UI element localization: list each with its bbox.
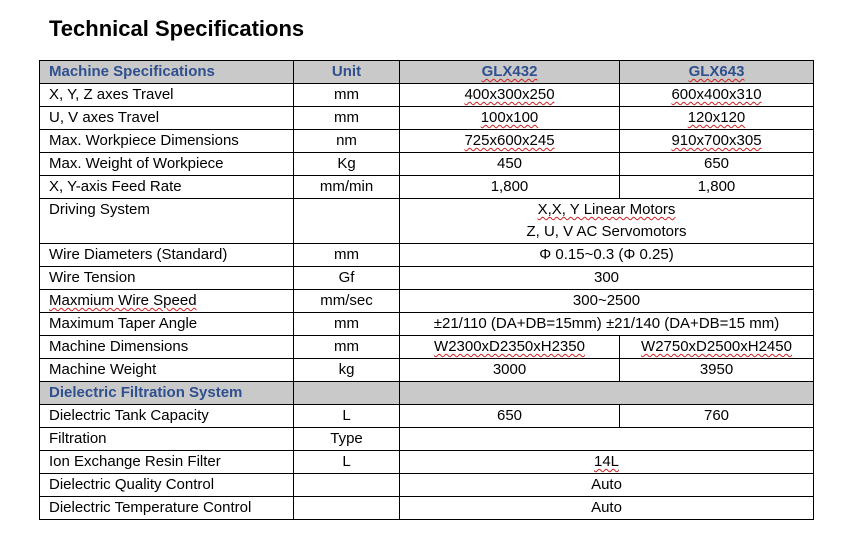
cell-text: W2300xD2350xH2350 xyxy=(434,338,585,355)
table-row xyxy=(40,107,814,130)
row-label: X, Y-axis Feed Rate xyxy=(40,176,294,199)
table-row xyxy=(40,336,814,359)
row-value-glx643: 3950 xyxy=(620,359,814,382)
row-unit: mm xyxy=(294,107,400,130)
row-label: Dielectric Temperature Control xyxy=(40,497,294,520)
row-unit: L xyxy=(294,405,400,428)
row-value-merged: 300 xyxy=(400,267,814,290)
row-label: Dielectric Quality Control xyxy=(40,474,294,497)
cell-text: 725x600x245 xyxy=(464,132,555,149)
row-value-glx643: 1,800 xyxy=(620,176,814,199)
section-header-row xyxy=(40,382,814,405)
cell-text: Maxmium Wire Speed xyxy=(49,292,197,309)
row-value-merged: Φ 0.15~0.3 (Φ 0.25) xyxy=(400,244,814,267)
row-value-glx643 xyxy=(620,130,814,153)
row-value-glx432 xyxy=(400,130,620,153)
header-glx643 xyxy=(620,61,814,84)
cell-text: X,X, Y Linear Motors xyxy=(537,201,676,218)
row-label: Filtration xyxy=(40,428,294,451)
cell-text: 14L xyxy=(593,453,620,470)
row-unit: Type xyxy=(294,428,400,451)
table-row xyxy=(40,199,814,244)
row-unit: mm xyxy=(294,244,400,267)
table-row xyxy=(40,176,814,199)
row-unit: mm xyxy=(294,313,400,336)
row-label: Driving System xyxy=(40,199,294,244)
header-machine-specifications: Machine Specifications xyxy=(40,61,294,84)
row-value-glx432: 450 xyxy=(400,153,620,176)
row-value-merged xyxy=(400,199,814,244)
row-label: Max. Weight of Workpiece xyxy=(40,153,294,176)
page-title: Technical Specifications xyxy=(49,16,305,41)
row-unit: Kg xyxy=(294,153,400,176)
row-value-glx432: 3000 xyxy=(400,359,620,382)
table-row xyxy=(40,451,814,474)
row-value-glx432 xyxy=(400,84,620,107)
cell-text: 100x100 xyxy=(480,109,539,126)
row-label: Machine Weight xyxy=(40,359,294,382)
row-value-glx643 xyxy=(620,84,814,107)
row-value-glx643 xyxy=(620,336,814,359)
cell-text: 400x300x250 xyxy=(464,86,555,103)
row-value-merged xyxy=(400,428,814,451)
table-row xyxy=(40,405,814,428)
section-empty-cell xyxy=(294,382,400,405)
cell-line xyxy=(400,199,813,221)
table-row xyxy=(40,474,814,497)
row-unit: nm xyxy=(294,130,400,153)
row-label: Ion Exchange Resin Filter xyxy=(40,451,294,474)
table-row xyxy=(40,497,814,520)
row-label: Machine Dimensions xyxy=(40,336,294,359)
row-label: Dielectric Tank Capacity xyxy=(40,405,294,428)
header-glx643-text: GLX643 xyxy=(688,63,745,80)
table-row xyxy=(40,313,814,336)
header-glx432 xyxy=(400,61,620,84)
row-label: Maximum Taper Angle xyxy=(40,313,294,336)
row-unit: L xyxy=(294,451,400,474)
table-row xyxy=(40,428,814,451)
row-value-merged: 300~2500 xyxy=(400,290,814,313)
row-label: Wire Tension xyxy=(40,267,294,290)
spec-table xyxy=(39,60,814,520)
header-glx432-text: GLX432 xyxy=(481,63,538,80)
row-unit: Gf xyxy=(294,267,400,290)
section-title: Dielectric Filtration System xyxy=(40,382,294,405)
row-value-glx643: 760 xyxy=(620,405,814,428)
row-label: Wire Diameters (Standard) xyxy=(40,244,294,267)
row-unit xyxy=(294,497,400,520)
table-row xyxy=(40,153,814,176)
row-value-glx643: 650 xyxy=(620,153,814,176)
row-unit: mm/min xyxy=(294,176,400,199)
row-value-merged: ±21/110 (DA+DB=15mm) ±21/140 (DA+DB=15 mm) xyxy=(400,313,814,336)
row-label: Max. Workpiece Dimensions xyxy=(40,130,294,153)
cell-text: 910x700x305 xyxy=(671,132,762,149)
row-label: U, V axes Travel xyxy=(40,107,294,130)
table-header-row xyxy=(40,61,814,84)
row-unit xyxy=(294,474,400,497)
row-value-merged xyxy=(400,451,814,474)
section-empty-cell xyxy=(400,382,814,405)
row-value-glx643 xyxy=(620,107,814,130)
row-unit: mm xyxy=(294,336,400,359)
table-row xyxy=(40,84,814,107)
row-value-merged: Auto xyxy=(400,497,814,520)
row-unit xyxy=(294,199,400,244)
row-unit: mm xyxy=(294,84,400,107)
row-value-glx432 xyxy=(400,107,620,130)
row-value-merged: Auto xyxy=(400,474,814,497)
row-unit: mm/sec xyxy=(294,290,400,313)
table-row xyxy=(40,267,814,290)
row-label xyxy=(40,290,294,313)
cell-text: W2750xD2500xH2450 xyxy=(641,338,792,355)
table-row xyxy=(40,290,814,313)
table-row xyxy=(40,359,814,382)
row-value-glx432: 650 xyxy=(400,405,620,428)
row-label: X, Y, Z axes Travel xyxy=(40,84,294,107)
cell-text: 120x120 xyxy=(687,109,746,126)
header-unit: Unit xyxy=(294,61,400,84)
cell-text: 600x400x310 xyxy=(671,86,762,103)
row-value-glx432 xyxy=(400,336,620,359)
cell-line: Z, U, V AC Servomotors xyxy=(526,223,687,240)
row-value-glx432: 1,800 xyxy=(400,176,620,199)
table-row xyxy=(40,244,814,267)
row-unit: kg xyxy=(294,359,400,382)
table-row xyxy=(40,130,814,153)
